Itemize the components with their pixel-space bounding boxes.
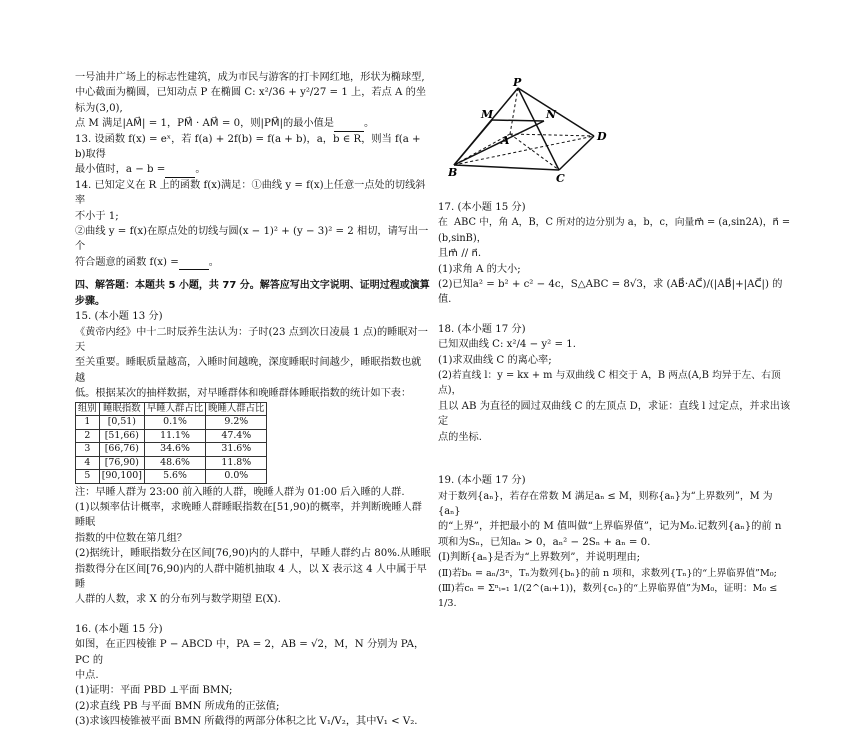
q16-line2: 中点. (75, 670, 99, 681)
q19-part3: (Ⅲ)若cₙ = Σⁿᵢ₌₁ 1/(2^(aᵢ+1))，数列{cₙ}的“上界临界值”为M₀，证明：M₀ ≤ 1/3. (438, 582, 781, 610)
q16-line1: 如图，在正四棱锥 P − ABCD 中，PA = 2，AB = √2，M，N 分别为 PA，PC 的 (75, 639, 425, 666)
q12-line2: 中心截面为椭圆，已知动点 P 在椭圆 C: x²/36 + y²/27 = 1 上，若点 A 的坐标为(3,0), (75, 87, 427, 114)
table-cell: [66,76) (99, 443, 144, 457)
table-cell: 0.0% (206, 470, 267, 484)
q19-line1: 对于数列{aₙ}，若存在常数 M 满足aₙ ≤ M，则称{aₙ}为“上界数列”，M 为{aₙ} (438, 490, 773, 517)
q12-line1: 一号油井广场上的标志性建筑，成为市民与游客的打卡网红地，形状为椭球型, (75, 72, 425, 83)
q14-line3: ②曲线 y = f(x)在原点处的切线与圆(x − 1)² + (y − 3)² = 2 相切，请写出一个 (75, 226, 429, 253)
q13-line2: 最小值时，a − b = 。 (75, 162, 431, 177)
table-row (76, 443, 267, 457)
table-cell: 0.1% (144, 416, 205, 430)
table-header: 早睡人群占比 (144, 402, 205, 416)
left-column (75, 0, 431, 730)
table-cell: 4 (76, 456, 100, 470)
table-cell: 1 (76, 416, 100, 430)
vertex-label-c: C (556, 172, 565, 185)
q15-intro-2: 至关重要。睡眠质量越高，入睡时间越晚，深度睡眠时间越少，睡眠指数也就越 (75, 357, 422, 384)
table-cell: 31.6% (206, 443, 267, 457)
q15-part2-cont: 指数得分在区间[76,90)内的人群中随机抽取 4 人，以 X 表示这 4 人中属于早睡 (75, 563, 427, 590)
table-row (76, 416, 267, 430)
q12-line3: 点 M 满足|AM⃗| = 1，PM⃗ · AM⃗ = 0，则|PM⃗|的最小值是 。 (75, 116, 431, 131)
q15-part1: (1)以频率估计概率，求晚睡人群睡眠指数在[51,90)的概率，并判断晚睡人群睡眠 (75, 501, 422, 529)
q18-part2-cont: 且以 AB 为直径的圆过双曲线 C 的左顶点 D，求证：直线 l 过定点，并求出该定 (438, 400, 791, 428)
q14-line2: 不小于 1; (75, 210, 119, 222)
q17-part1: (1)求角 A 的大小; (438, 263, 521, 275)
q19-line3: 项和为Sₙ，已知aₙ > 0，aₙ² − 2Sₙ + aₙ = 0. (438, 536, 651, 548)
q15-heading: 15. (本小题 13 分) (75, 311, 163, 323)
q17-heading: 17. (本小题 15 分) (438, 202, 526, 213)
right-column (438, 0, 793, 612)
q19-line2: 的“上界”，并把最小的 M 值叫做“上界临界值”，记为M₀.记数列{aₙ}的前 n (438, 521, 782, 533)
table-cell: [90,100] (99, 470, 144, 484)
table-cell: [51,66) (99, 429, 144, 443)
q16-part1: (1)证明：平面 PBD ⊥平面 BMN; (75, 685, 233, 697)
q14-line4: 符合题意的函数 f(x) = 。 (75, 255, 431, 270)
section-heading: 四、解答题：本题共 5 小题，共 77 分。解答应写出文字说明、证明过程或演算 (75, 280, 430, 292)
q16-heading: 16. (本小题 15 分) (75, 623, 163, 635)
table-cell: 3 (76, 443, 100, 457)
vertex-label-d: D (597, 130, 607, 143)
table-cell: 5.6% (144, 470, 205, 484)
q19-heading: 19. (本小题 17 分) (438, 475, 526, 487)
table-header: 晚睡人群占比 (206, 402, 267, 416)
q15-intro-1: 《黄帝内经》中十二时辰养生法认为：子时(23 点到次日凌晨 1 点)的睡眠对一天 (75, 326, 428, 353)
q17-part2: (2)已知a² = b² + c² − 4c，S△ABC = 8√3，求 (AB⃗·AC⃗)/(|AB⃗|+|AC⃗|) 的值. (438, 279, 783, 306)
q14-line1: 14. 已知定义在 R 上的函数 f(x)满足：①曲线 y = f(x)上任意一点处的切线斜率 (75, 179, 426, 207)
q18-part2: (2)若直线 l：y = kx + m 与双曲线 C 相交于 A，B 两点(A,B 均异于左、右顶点)， (438, 370, 781, 397)
q19-part2: (Ⅱ)若bₙ = aₙ/3ⁿ，Tₙ为数列{bₙ}的前 n 项和，求数列{Tₙ}的“上界临界值”M₀; (438, 567, 777, 579)
q15-part2: (2)据统计，睡眠指数分在区间[76,90)内的人群中，早睡人群约占 80%.从睡眠 (75, 548, 431, 560)
table-header: 睡眠指数 (99, 402, 144, 416)
table-cell: 11.8% (206, 456, 267, 470)
q18-part2-cont2: 点的坐标. (438, 431, 482, 443)
table-header: 组别 (76, 402, 100, 416)
table-cell: 2 (76, 429, 100, 443)
q18-heading: 18. (本小题 17 分) (438, 323, 526, 335)
table-cell: [0,51) (99, 416, 144, 430)
q18-line1: 已知双曲线 C: x²/4 − y² = 1. (438, 339, 576, 351)
table-row (76, 429, 267, 443)
vertex-label-b: B (448, 166, 458, 179)
table-cell: [76,90) (99, 456, 144, 470)
q16-part2: (2)求直线 PB 与平面 BMN 所成角的正弦值; (75, 700, 280, 712)
table-cell: 9.2% (206, 416, 267, 430)
answer-blank (179, 259, 209, 270)
q17-line2: 且m⃗ // n⃗. (438, 248, 482, 260)
vertex-label-p: P (513, 76, 522, 89)
table-row (76, 470, 267, 484)
q13-line1: 13. 设函数 f(x) = eˣ，若 f(a) + 2f(b) = f(a + b)，a，b ∈ R，则当 f(a + b)取得 (75, 133, 424, 161)
table-cell: 47.4% (206, 429, 267, 443)
vertex-label-a: A (501, 134, 510, 147)
q15-part1-cont: 指数的中位数在第几组？ (75, 532, 188, 544)
table-cell: 34.6% (144, 443, 205, 457)
q15-part2-cont2: 人群的人数，求 X 的分布列与数学期望 E(X). (75, 594, 281, 606)
vertex-label-m: M (481, 108, 494, 121)
table-cell: 5 (76, 470, 100, 484)
table-header-row (76, 402, 267, 416)
pyramid-figure (448, 76, 648, 186)
sleep-index-table (75, 402, 267, 484)
q16-part3: (3)求该四棱锥被平面 BMN 所截得的两部分体积之比 V₁/V₂，其中V₁ < V₂. (75, 716, 418, 728)
q18-part1: (1)求双曲线 C 的离心率; (438, 354, 552, 366)
section-heading-cont: 步骤。 (75, 295, 105, 307)
q19-part1: (Ⅰ)判断{aₙ}是否为“上界数列”，并说明理由; (438, 552, 641, 564)
table-cell: 11.1% (144, 429, 205, 443)
answer-blank (165, 167, 195, 178)
q17-line1: 在 ABC 中，角 A，B，C 所对的边分别为 a，b，c，向量m⃗ = (a,sin2A)，n⃗ = (b,sinB)， (438, 217, 794, 244)
table-cell: 48.6% (144, 456, 205, 470)
table-row (76, 456, 267, 470)
answer-blank (334, 121, 364, 132)
q15-intro-3: 低。根据某次的抽样数据，对早睡群体和晚睡群体睡眠指数的统计如下表： (75, 388, 412, 400)
q15-note: 注：早睡人群为 23:00 前入睡的人群，晚睡人群为 01:00 后入睡的人群. (75, 486, 405, 498)
vertex-label-n: N (546, 108, 557, 121)
